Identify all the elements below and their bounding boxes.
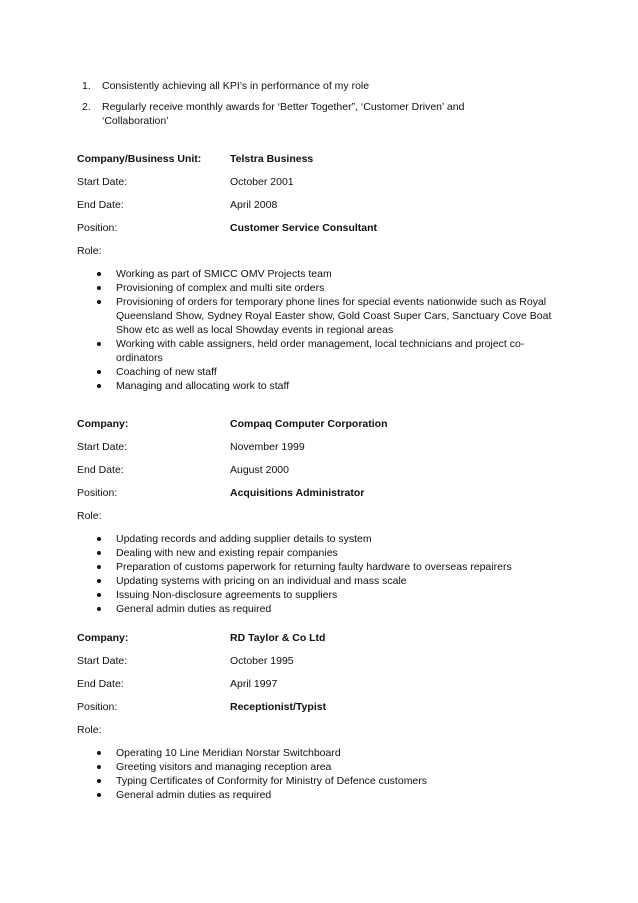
achievement-text: Regularly receive monthly awards for ‘Better Together”, ‘Customer Driven’ and ‘Collaboration’ bbox=[102, 101, 465, 127]
position-label: Position: bbox=[77, 487, 118, 499]
duty-text: Managing and allocating work to staff bbox=[116, 380, 290, 392]
duty-text: Greeting visitors and managing reception area bbox=[116, 761, 332, 773]
list-item bbox=[77, 365, 562, 379]
list-item bbox=[77, 267, 562, 281]
list-item bbox=[77, 788, 562, 802]
company-name: RD Taylor & Co Ltd bbox=[230, 632, 326, 644]
bullet-icon bbox=[97, 751, 101, 755]
company-label: Company: bbox=[77, 418, 129, 430]
achievement-item bbox=[82, 79, 522, 93]
list-item bbox=[77, 379, 562, 393]
list-number: 1. bbox=[82, 80, 91, 92]
list-item bbox=[77, 588, 562, 602]
duty-text: Updating systems with pricing on an individual and mass scale bbox=[116, 575, 407, 587]
bullet-icon bbox=[97, 593, 101, 597]
list-item bbox=[77, 337, 562, 365]
duties-list bbox=[77, 532, 577, 616]
start-date: October 1995 bbox=[230, 655, 294, 667]
list-item bbox=[77, 532, 562, 546]
duty-text: Working as part of SMICC OMV Projects team bbox=[116, 268, 332, 280]
duties-list bbox=[77, 746, 577, 802]
start-date-label: Start Date: bbox=[77, 441, 128, 453]
start-date: November 1999 bbox=[230, 441, 305, 453]
position-title: Customer Service Consultant bbox=[230, 222, 378, 234]
bullet-icon bbox=[97, 342, 101, 346]
bullet-icon bbox=[97, 765, 101, 769]
list-item bbox=[77, 602, 562, 616]
duty-text: Coaching of new staff bbox=[116, 366, 217, 378]
duty-text: Provisioning of orders for temporary phone lines for special events nationwide such as Royal Queensland Show, Sydney Royal Easter show, Gold Coast Super Cars, Sanctuary Cove Boat Show etc as well as local Showday events in regional areas bbox=[116, 296, 552, 336]
list-item bbox=[77, 746, 562, 760]
achievement-text: Consistently achieving all KPI’s in performance of my role bbox=[102, 80, 370, 92]
duty-text: Issuing Non-disclosure agreements to suppliers bbox=[116, 589, 338, 601]
duties-list bbox=[77, 267, 577, 393]
end-date: August 2000 bbox=[230, 464, 289, 476]
bullet-icon bbox=[97, 565, 101, 569]
bullet-icon bbox=[97, 607, 101, 611]
bullet-icon bbox=[97, 384, 101, 388]
role-label: Role: bbox=[77, 510, 102, 522]
role-label: Role: bbox=[77, 724, 102, 736]
duty-text: Updating records and adding supplier details to system bbox=[116, 533, 372, 545]
duty-text: Operating 10 Line Meridian Norstar Switchboard bbox=[116, 747, 341, 759]
bullet-icon bbox=[97, 286, 101, 290]
company-label: Company: bbox=[77, 632, 129, 644]
start-date: October 2001 bbox=[230, 176, 294, 188]
bullet-icon bbox=[97, 793, 101, 797]
duty-text: Preparation of customs paperwork for returning faulty hardware to overseas repairers bbox=[116, 561, 512, 573]
position-label: Position: bbox=[77, 222, 118, 234]
end-date-label: End Date: bbox=[77, 199, 124, 211]
position-title: Receptionist/Typist bbox=[230, 701, 327, 713]
role-label: Role: bbox=[77, 245, 102, 257]
achievement-item bbox=[82, 100, 522, 128]
start-date-label: Start Date: bbox=[77, 176, 128, 188]
duty-text: General admin duties as required bbox=[116, 789, 272, 801]
job-telstra bbox=[77, 152, 577, 393]
start-date-label: Start Date: bbox=[77, 655, 128, 667]
end-date-label: End Date: bbox=[77, 464, 124, 476]
list-item bbox=[77, 560, 562, 574]
bullet-icon bbox=[97, 272, 101, 276]
list-item bbox=[77, 546, 562, 560]
bullet-icon bbox=[97, 579, 101, 583]
end-date: April 2008 bbox=[230, 199, 278, 211]
list-item bbox=[77, 295, 562, 337]
end-date: April 1997 bbox=[230, 678, 278, 690]
bullet-icon bbox=[97, 551, 101, 555]
list-item bbox=[77, 574, 562, 588]
bullet-icon bbox=[97, 779, 101, 783]
list-number: 2. bbox=[82, 101, 91, 113]
list-item bbox=[77, 760, 562, 774]
list-item bbox=[77, 281, 562, 295]
company-name: Compaq Computer Corporation bbox=[230, 418, 388, 430]
bullet-icon bbox=[97, 537, 101, 541]
position-title: Acquisitions Administrator bbox=[230, 487, 365, 499]
position-label: Position: bbox=[77, 701, 118, 713]
end-date-label: End Date: bbox=[77, 678, 124, 690]
job-rd-taylor bbox=[77, 631, 577, 802]
duty-text: Typing Certificates of Conformity for Ministry of Defence customers bbox=[116, 775, 428, 787]
bullet-icon bbox=[97, 370, 101, 374]
bullet-icon bbox=[97, 300, 101, 304]
duty-text: Provisioning of complex and multi site orders bbox=[116, 282, 325, 294]
job-compaq bbox=[77, 417, 577, 616]
achievements-list bbox=[82, 79, 522, 135]
duty-text: Dealing with new and existing repair companies bbox=[116, 547, 338, 559]
duty-text: Working with cable assigners, held order management, local technicians and project co-ordinators bbox=[116, 338, 525, 364]
duty-text: General admin duties as required bbox=[116, 603, 272, 615]
company-label: Company/Business Unit: bbox=[77, 153, 202, 165]
list-item bbox=[77, 774, 562, 788]
company-name: Telstra Business bbox=[230, 153, 314, 165]
